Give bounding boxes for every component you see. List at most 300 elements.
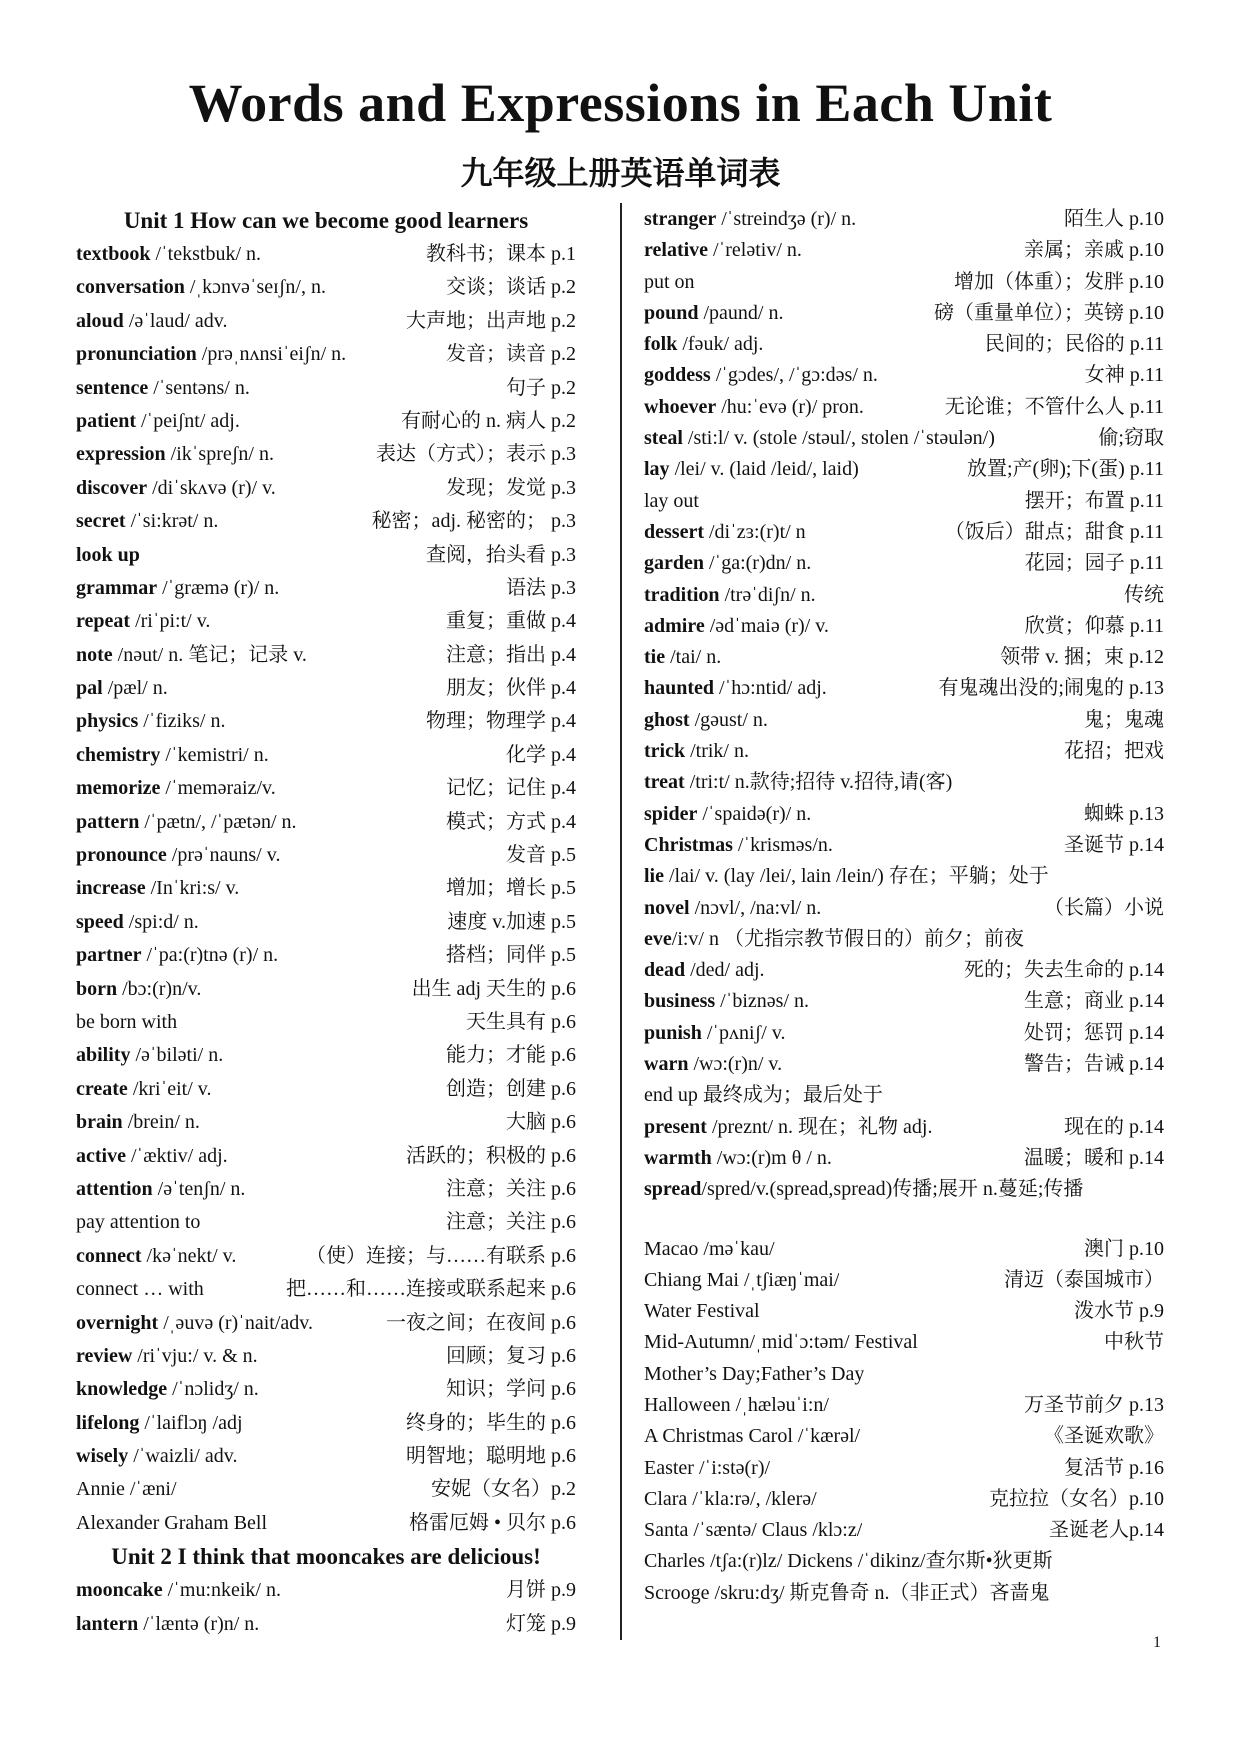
entry-meaning: 传统 (1124, 583, 1164, 606)
entry-word: whoever (644, 395, 717, 418)
vocab-entry (76, 939, 576, 972)
entry-english (76, 271, 326, 304)
entry-english (644, 1265, 839, 1296)
vocab-entry (644, 1327, 1164, 1358)
vocab-entry (76, 839, 576, 872)
entry-word: pronunciation (76, 343, 197, 366)
entry-word: relative (644, 239, 709, 262)
entry-meaning: 安妮（女名）p.2 (431, 1478, 576, 1501)
entry-english (644, 298, 784, 329)
entry-phonetic: /pæl/ n. (102, 677, 168, 700)
entry-phonetic: /kriˈeit/ v. (127, 1077, 212, 1100)
vocab-entry (76, 405, 576, 438)
entry-english (76, 639, 307, 672)
entry-english (644, 392, 864, 423)
entry-phonetic: /ded/ adj. (685, 959, 765, 982)
entry-english (644, 1453, 770, 1484)
entry-english (76, 939, 278, 972)
entry-meaning: 处罚；惩罚 p.14 (1024, 1021, 1164, 1044)
entry-english (644, 1578, 1050, 1609)
vocab-entry (76, 1073, 576, 1106)
entry-english (644, 1390, 829, 1421)
entry-english (76, 1106, 200, 1139)
vocab-entry (644, 1421, 1164, 1452)
entry-meaning: 摆开；布置 p.11 (1024, 489, 1164, 512)
vocab-entry (76, 1473, 576, 1506)
entry-meaning: 搭档；同伴 p.5 (446, 944, 576, 967)
entry-word: sentence (76, 376, 149, 399)
entry-english (644, 924, 1024, 955)
entry-english (76, 505, 218, 538)
vocab-entry (76, 1006, 576, 1039)
entry-phonetic: Scrooge /skru:dʒ/ 斯克鲁奇 n.（非正式）吝啬鬼 (644, 1581, 1050, 1604)
entry-meaning: 朋友；伙伴 p.4 (446, 677, 576, 700)
entry-english (76, 305, 227, 338)
entry-meaning: 语法 p.3 (506, 576, 576, 599)
vocab-entry (644, 893, 1164, 924)
entry-english (644, 1546, 1053, 1577)
entry-phonetic: /gəust/ n. (689, 708, 768, 731)
entry-phonetic: /ˈbiznəs/ n. (715, 990, 810, 1013)
entry-word: dessert (644, 520, 704, 543)
entry-phonetic: /nɔvl/, /na:vl/ n. (689, 896, 822, 919)
entry-meaning: 警告；告诫 p.14 (1024, 1053, 1164, 1076)
entry-meaning: 注意；关注 p.6 (446, 1177, 576, 1200)
entry-phonetic: /ˈspaidə(r)/ n. (697, 802, 812, 825)
entry-phonetic: lay out (644, 489, 699, 512)
entry-english (76, 1206, 200, 1239)
entry-phonetic: /ˈpeiʃnt/ adj. (136, 409, 240, 432)
entry-english (76, 705, 225, 738)
vocab-entry (644, 548, 1164, 579)
vocab-entry (644, 1578, 1164, 1609)
entry-meaning: 一夜之间；在夜间 p.6 (386, 1311, 576, 1334)
entry-phonetic: /prəˌnʌnsiˈeiʃn/ n. (196, 343, 347, 366)
entry-english (644, 1421, 860, 1452)
entry-phonetic: /ikˈspreʃn/ n. (165, 443, 274, 466)
entry-phonetic: Mother’s Day;Father’s Day (644, 1362, 865, 1385)
entry-meaning: 明智地；聪明地 p.6 (406, 1445, 576, 1468)
entry-meaning: 圣诞老人p.14 (1049, 1519, 1164, 1542)
entry-phonetic: Mid-Autumn/ˌmidˈɔ:təm/ Festival (644, 1331, 918, 1354)
entry-english (76, 906, 199, 939)
entry-english (644, 1359, 864, 1390)
entry-english (76, 472, 276, 505)
entry-phonetic: /fəuk/ adj. (677, 333, 764, 356)
entry-meaning: 民间的；民俗的 p.11 (984, 333, 1164, 356)
entry-meaning: 查阅，抬头看 p.3 (426, 543, 576, 566)
entry-word: aloud (76, 309, 124, 332)
vocab-entry (644, 1174, 1164, 1205)
entry-english (76, 1173, 245, 1206)
vocab-entry (644, 1453, 1164, 1484)
vocab-entry (76, 705, 576, 738)
vocab-entry (644, 1359, 1164, 1390)
entry-phonetic: /ˈwaizli/ adv. (128, 1445, 238, 1468)
vocab-entry (644, 1546, 1164, 1577)
vocab-entry (76, 1407, 576, 1440)
entry-english (76, 1240, 236, 1273)
entry-word: punish (644, 1021, 702, 1044)
entry-phonetic: /əˈlaud/ adv. (123, 309, 228, 332)
entry-english (644, 1112, 933, 1143)
entry-meaning: 蜘蛛 p.13 (1084, 802, 1164, 825)
entry-meaning: 月饼 p.9 (506, 1579, 576, 1602)
entry-english (76, 839, 280, 872)
entry-english (644, 235, 802, 266)
entry-meaning: 偷;窃取 (1098, 427, 1164, 450)
vocab-entry (644, 360, 1164, 391)
entry-word: born (76, 977, 118, 1000)
unit-heading: Unit 1 How can we become good learners (123, 208, 529, 233)
entry-meaning: 无论谁；不管什么人 p.11 (944, 395, 1164, 418)
vocab-entry (644, 1143, 1164, 1174)
vocab-entry (76, 672, 576, 705)
vocab-entry (76, 238, 576, 271)
entry-meaning: 放置;产(卵);下(蛋) p.11 (966, 458, 1164, 481)
entry-meaning: 终身的；毕生的 p.6 (406, 1411, 576, 1434)
vocab-entry (644, 267, 1164, 298)
vocab-entry (644, 1265, 1164, 1296)
entry-english (76, 605, 210, 638)
entry-phonetic: /nəut/ n. 笔记；记录 v. (112, 643, 307, 666)
entry-english (644, 673, 827, 704)
entry-word: attention (76, 1177, 153, 1200)
entry-english (644, 580, 816, 611)
vocab-entry (76, 1307, 576, 1340)
entry-word: lie (644, 865, 664, 888)
entry-english (76, 1440, 237, 1473)
entry-english (644, 830, 833, 861)
entry-phonetic: Chiang Mai /ˌtʃiæŋˈmai/ (644, 1268, 840, 1291)
entry-word: pattern (76, 810, 140, 833)
entry-meaning: 欣赏；仰慕 p.11 (1024, 614, 1164, 637)
entry-word: dead (644, 959, 686, 982)
vocab-entry (76, 739, 576, 772)
vocab-entry (644, 486, 1164, 517)
vocab-entry (644, 1018, 1164, 1049)
entry-phonetic: /wɔ:(r)n/ v. (688, 1053, 783, 1076)
entry-meaning: 句子 p.2 (506, 376, 576, 399)
vocab-entry (644, 1390, 1164, 1421)
entry-english (644, 955, 765, 986)
entry-phonetic: /ˈgræmə (r)/ n. (157, 576, 280, 599)
entry-english (644, 705, 768, 736)
entry-word: ghost (644, 708, 690, 731)
entry-phonetic: /riˈpi:t/ v. (130, 610, 211, 633)
entry-word: ability (76, 1044, 131, 1067)
entry-english (76, 1006, 177, 1039)
vocab-entry (644, 204, 1164, 235)
entry-phonetic: /ˈstreindʒə (r)/ n. (716, 208, 857, 230)
entry-word: business (644, 990, 716, 1013)
entry-meaning: 速度 v.加速 p.5 (447, 910, 576, 933)
entry-word: chemistry (76, 743, 161, 766)
entry-english (644, 329, 763, 360)
vocab-entry (644, 298, 1164, 329)
vocab-entry (644, 611, 1164, 642)
vocab-entry (644, 861, 1164, 892)
entry-english (644, 486, 699, 517)
entry-word: lantern (76, 1612, 139, 1635)
vocab-entry (76, 806, 576, 839)
entry-meaning: 重复；重做 p.4 (446, 610, 576, 633)
entry-english (644, 767, 952, 798)
entry-phonetic: /wɔ:(r)m θ / n. (711, 1146, 832, 1169)
entry-english (76, 1073, 212, 1106)
entry-phonetic: /diˈskʌvə (r)/ v. (147, 476, 276, 499)
entry-phonetic: /preznt/ n. 现在；礼物 adj. (706, 1115, 933, 1138)
entry-meaning: （长篇）小说 (1044, 896, 1164, 919)
vocab-entry (644, 1296, 1164, 1327)
left-column (76, 204, 576, 1641)
entry-phonetic: Clara /ˈkla:rə/, /klerə/ (644, 1487, 817, 1510)
entry-meaning: 增加；增长 p.5 (446, 877, 576, 900)
entry-meaning: 注意；关注 p.6 (446, 1211, 576, 1234)
entry-word: wisely (76, 1445, 129, 1468)
entry-meaning: 把……和……连接或联系起来 p.6 (286, 1278, 576, 1301)
entry-word: active (76, 1144, 126, 1167)
vocab-entry (76, 1608, 576, 1641)
entry-english (76, 1340, 258, 1373)
entry-phonetic: /ˌəuvə (r)ˈnait/adv. (158, 1311, 313, 1334)
entry-phonetic: /lei/ v. (laid /leid/, laid) (669, 458, 859, 481)
entry-word: present (644, 1115, 707, 1138)
unit-heading: Unit 2 I think that mooncakes are delicious! (111, 1544, 541, 1570)
entry-word: Christmas (644, 833, 733, 856)
entry-word: tradition (644, 583, 720, 606)
entry-english (644, 861, 1049, 892)
entry-meaning: 澳门 p.10 (1084, 1237, 1164, 1260)
entry-meaning: 大声地；出声地 p.2 (406, 309, 576, 332)
vocab-entry (644, 986, 1164, 1017)
entry-english (644, 1018, 786, 1049)
entry-phonetic: /ˌkɔnvəˈseɪʃn/, n. (184, 276, 326, 299)
vocab-entry (76, 639, 576, 672)
entry-phonetic: connect … with (76, 1278, 204, 1301)
entry-word: pound (644, 301, 699, 324)
entry-word: folk (644, 333, 678, 356)
vocab-entry (76, 1340, 576, 1373)
entry-meaning: 灯笼 p.9 (506, 1612, 576, 1635)
vocab-entry (644, 454, 1164, 485)
entry-phonetic: /trik/ n. (685, 740, 749, 763)
entry-english (76, 238, 261, 271)
entry-phonetic: Alexander Graham Bell (76, 1511, 268, 1534)
entry-english (644, 1049, 782, 1080)
entry-phonetic: /spred/v.(spread,spread)传播;展开 n.蔓延;传播 (701, 1178, 1084, 1201)
entry-phonetic: /sti:l/ v. (stole /stəul/, stolen /ˈstəulən/) (682, 427, 995, 450)
entry-meaning: 秘密；adj. 秘密的； p.3 (371, 510, 576, 533)
entry-meaning: 化学 p.4 (506, 743, 576, 766)
vocab-entry (644, 736, 1164, 767)
entry-phonetic: /tri:t/ n.款待;招待 v.招待,请(客) (684, 771, 953, 794)
entry-word: review (76, 1344, 133, 1367)
entry-word: trick (644, 740, 686, 763)
entry-phonetic: Easter /ˈi:stə(r)/ (644, 1456, 771, 1479)
entry-word: secret (76, 510, 126, 533)
entry-english (76, 338, 346, 371)
entry-english (644, 204, 856, 235)
entry-phonetic: /ədˈmaiə (r)/ v. (704, 614, 829, 637)
entry-meaning: 圣诞节 p.14 (1064, 833, 1164, 856)
entry-phonetic: /ˈga:(r)dn/ n. (704, 552, 812, 575)
entry-phonetic: /ˈrelətiv/ n. (708, 239, 802, 262)
entry-english (644, 1174, 1083, 1205)
entry-meaning: 活跃的；积极的 p.6 (406, 1144, 576, 1167)
entry-meaning: 磅（重量单位）；英镑 p.10 (934, 301, 1164, 324)
vocab-entry (644, 924, 1164, 955)
right-column (644, 204, 1164, 1609)
entry-word: partner (76, 944, 142, 967)
entry-phonetic: put on (644, 270, 695, 293)
entry-word: brain (76, 1111, 123, 1134)
vocab-entry (76, 1173, 576, 1206)
entry-phonetic: /bɔ:(r)n/v. (117, 977, 202, 1000)
entry-english (76, 973, 201, 1006)
entry-phonetic: /ˈtekstbuk/ n. (150, 243, 261, 265)
entry-english (644, 454, 859, 485)
entry-phonetic: /prəˈnauns/ v. (166, 844, 281, 867)
entry-phonetic: /i:v/ n （尤指宗教节假日的）前夕；前夜 (671, 927, 1024, 950)
entry-phonetic: A Christmas Carol /ˈkærəl/ (644, 1425, 861, 1448)
entry-english (76, 1373, 259, 1406)
entry-word: look up (76, 543, 140, 566)
vocab-entry (76, 1507, 576, 1540)
entry-word: garden (644, 552, 704, 575)
vocab-entry (644, 329, 1164, 360)
entry-english (644, 1234, 775, 1265)
vocab-entry (644, 673, 1164, 704)
entry-word: spider (644, 802, 698, 825)
entry-phonetic: /riˈvju:/ v. & n. (132, 1344, 258, 1367)
entry-phonetic: /ˈpætn/, /ˈpætən/ n. (139, 810, 297, 833)
entry-phonetic: /ˈsi:krət/ n. (125, 510, 219, 533)
vocab-entry (76, 1574, 576, 1607)
vocab-entry (76, 505, 576, 538)
entry-meaning: 格雷厄姆 • 贝尔 p.6 (408, 1511, 576, 1534)
entry-meaning: 能力；才能 p.6 (446, 1044, 576, 1067)
entry-phonetic: /ˈnɔlidʒ/ n. (167, 1378, 259, 1401)
entry-meaning: 花招；把戏 (1064, 740, 1164, 763)
entry-meaning: 复活节 p.16 (1064, 1456, 1164, 1479)
entry-english (644, 1484, 817, 1515)
entry-meaning: 有耐心的 n. 病人 p.2 (401, 409, 576, 432)
entry-phonetic: be born with (76, 1010, 178, 1033)
vocab-entry (76, 338, 576, 371)
entry-meaning: 陌生人 p.10 (1064, 208, 1164, 230)
vocab-entry (644, 955, 1164, 986)
vocab-entry (644, 767, 1164, 798)
entry-phonetic: /ˈlaiflɔŋ /adj (139, 1411, 243, 1434)
entry-english (76, 1608, 259, 1641)
page-number: 1 (1153, 1634, 1161, 1651)
entry-meaning: （使）连接；与……有联系 p.6 (306, 1244, 576, 1267)
entry-english (644, 1327, 918, 1358)
entry-word: stranger (644, 208, 717, 230)
vocab-entry (644, 1049, 1164, 1080)
entry-phonetic: /ˈlæntə (r)n/ n. (138, 1612, 260, 1635)
vocab-entry (644, 705, 1164, 736)
vocab-entry (644, 1515, 1164, 1546)
entry-meaning: 清迈（泰国城市） (1004, 1268, 1164, 1291)
entry-phonetic: Annie /ˈæni/ (76, 1478, 177, 1501)
entry-meaning: 《圣诞欢歌》 (1044, 1425, 1164, 1448)
entry-meaning: 创造；创建 p.6 (446, 1077, 576, 1100)
vocab-entry (76, 472, 576, 505)
entry-word: lifelong (76, 1411, 140, 1434)
entry-meaning: 教科书；课本 p.1 (426, 243, 576, 265)
vocab-entry (644, 580, 1164, 611)
entry-word: treat (644, 771, 685, 794)
entry-english (644, 611, 829, 642)
entry-word: spread (644, 1178, 702, 1201)
entry-phonetic: /ˈfiziks/ n. (138, 710, 226, 733)
vocab-entry (76, 605, 576, 638)
entry-word: note (76, 643, 113, 666)
vocab-entry (644, 392, 1164, 423)
entry-word: lay (644, 458, 670, 481)
vocab-entry (76, 872, 576, 905)
entry-phonetic: /diˈzɜ:(r)t/ n (703, 520, 806, 543)
entry-english (644, 360, 878, 391)
entry-phonetic: /ˈmu:nkeik/ n. (162, 1579, 281, 1602)
entry-meaning: （饭后）甜点；甜食 p.11 (944, 520, 1164, 543)
entry-meaning: 发现；发觉 p.3 (446, 476, 576, 499)
entry-phonetic: end up 最终成为；最后处于 (644, 1084, 883, 1107)
vocab-entry (644, 1484, 1164, 1515)
entry-meaning: 发音；读音 p.2 (446, 343, 576, 366)
entry-meaning: 泼水节 p.9 (1074, 1300, 1164, 1323)
entry-english (76, 772, 276, 805)
entry-english (76, 405, 240, 438)
vocab-entry (76, 305, 576, 338)
vocab-entry (644, 1080, 1164, 1111)
entry-word: warn (644, 1053, 689, 1076)
entry-meaning: 注意；指出 p.4 (446, 643, 576, 666)
column-divider (620, 203, 622, 1640)
entry-phonetic: /ˈsentəns/ n. (148, 376, 250, 399)
entry-meaning: 增加（体重）；发胖 p.10 (954, 270, 1164, 293)
entry-meaning: 表达（方式）；表示 p.3 (376, 443, 576, 466)
vocab-entry (76, 438, 576, 471)
entry-meaning: 天生具有 p.6 (466, 1010, 576, 1033)
entry-english (76, 1307, 313, 1340)
entry-english (644, 986, 809, 1017)
vocab-entry (644, 235, 1164, 266)
vocab-entry (644, 1112, 1164, 1143)
vocab-entry (76, 1273, 576, 1306)
entry-phonetic: Halloween /ˌhæləuˈi:n/ (644, 1393, 829, 1416)
entry-english (644, 517, 806, 548)
entry-word: admire (644, 614, 705, 637)
entry-english (76, 1407, 243, 1440)
entry-meaning: 万圣节前夕 p.13 (1024, 1393, 1164, 1416)
vocab-entry (76, 772, 576, 805)
entry-word: patient (76, 409, 136, 432)
entry-word: steal (644, 427, 683, 450)
entry-word: pronounce (76, 844, 167, 867)
entry-phonetic: /ˈhɔ:ntid/ adj. (714, 677, 827, 700)
vocab-entry (76, 1039, 576, 1072)
entry-phonetic: /ˈpa:(r)tnə (r)/ n. (141, 944, 279, 967)
entry-english (76, 372, 250, 405)
entry-english (76, 1473, 177, 1506)
vocab-entry (76, 572, 576, 605)
vocab-entry (644, 1234, 1164, 1265)
vocab-entry (644, 423, 1164, 454)
entry-meaning: 女神 p.11 (1084, 364, 1164, 387)
